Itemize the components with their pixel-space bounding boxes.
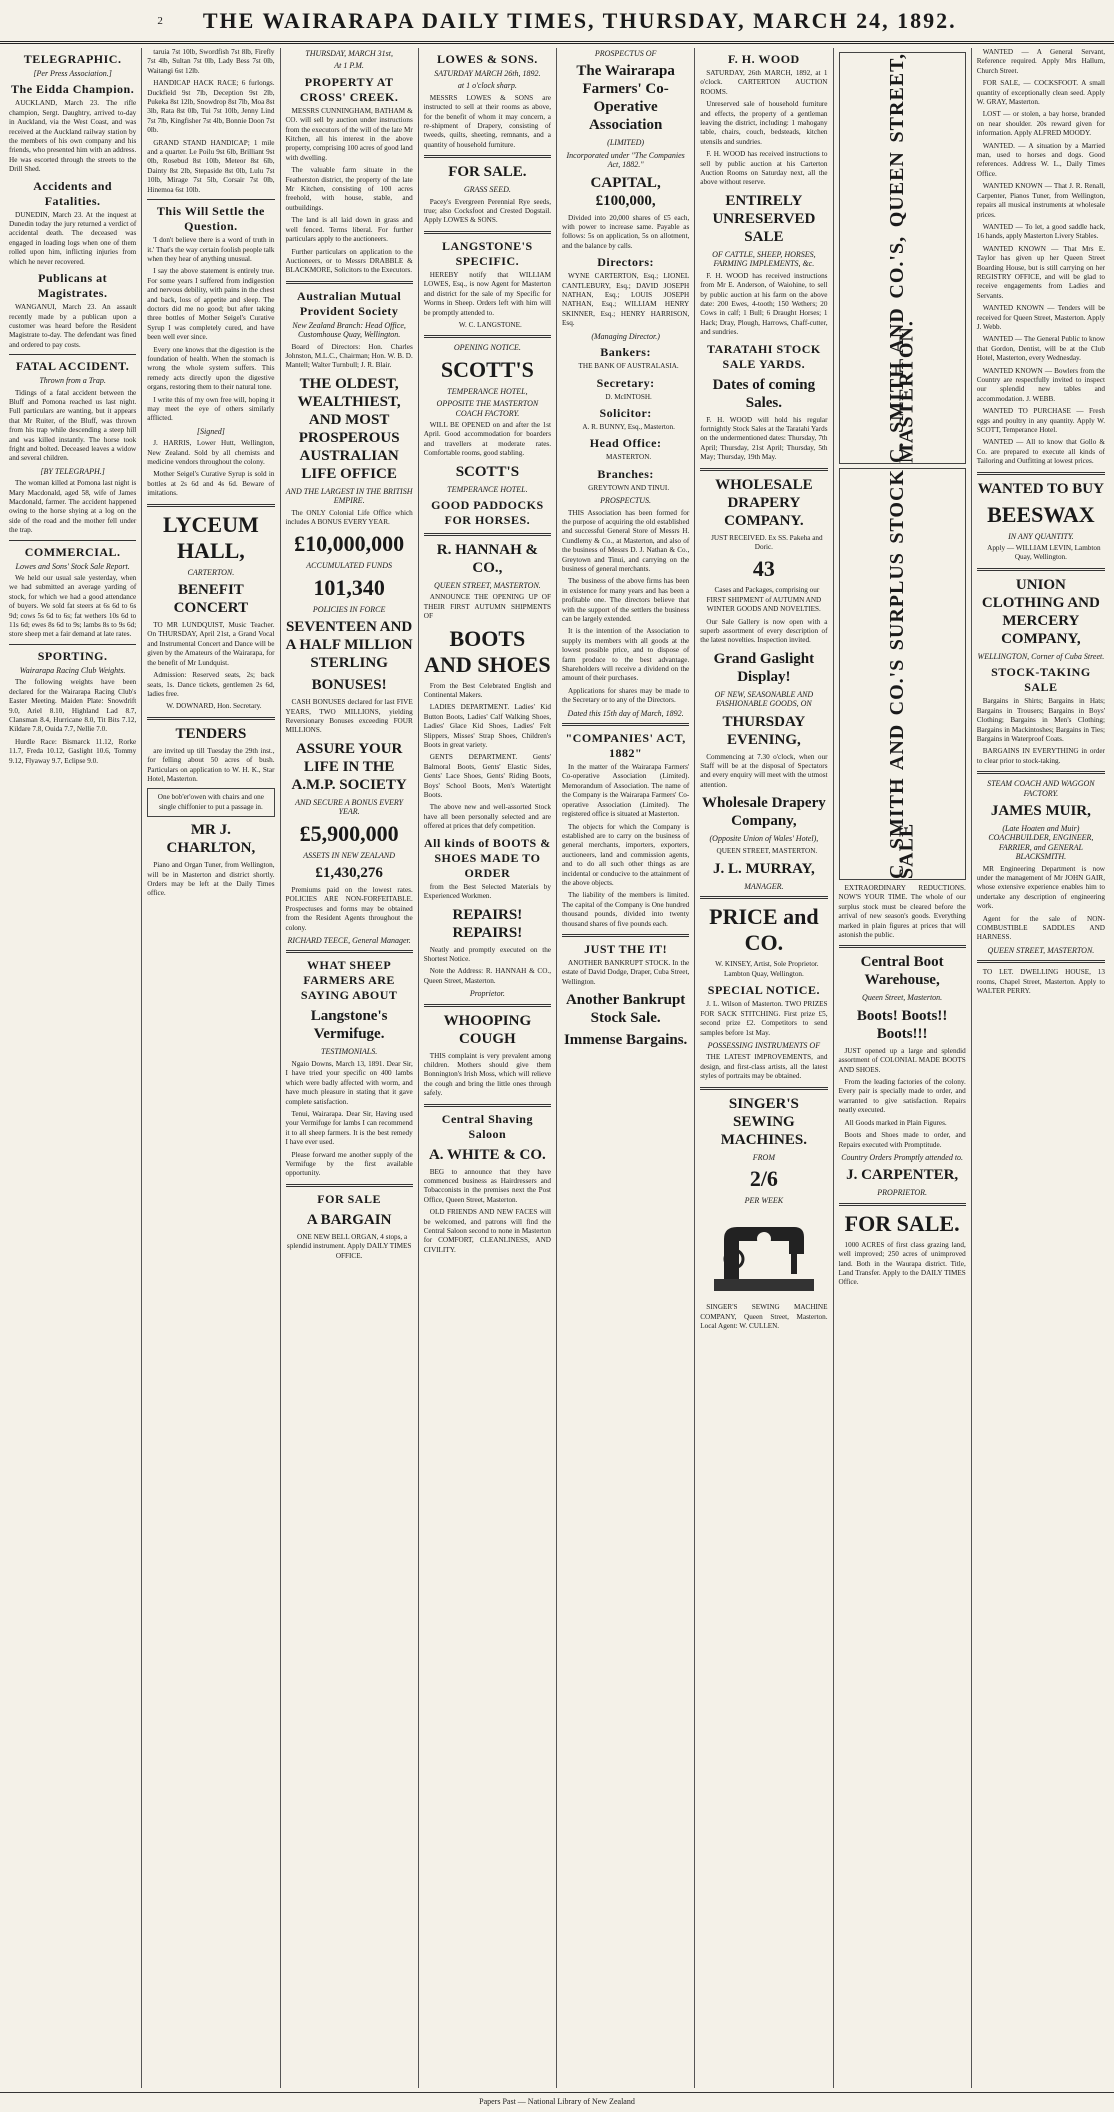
ad-paragraph: ONE NEW BELL ORGAN, 4 stops, a splendid instrument. Apply DAILY TIMES OFFICE. (286, 1232, 412, 1260)
ad-paragraph: W. C. LANGSTONE. (458, 320, 522, 329)
ad-heading: WANTED TO BUY (977, 480, 1104, 497)
classified-ad: WANTED — The General Public to know that Gordon, Dentist, will be at the Club Hotel, Masterton, every Wednesday. (976, 335, 1105, 363)
ad-heading: ENTIRELY UNRESERVED SALE (712, 192, 816, 245)
divider (700, 468, 827, 471)
article-paragraph: The woman killed at Pomona last night is Mary Macdonald, aged 58, wife of James Macdonald, farmer. The accident happened owing to the horse shying at a log on the side of the road and the mother fell under the trap. (9, 479, 137, 535)
ad-subheading: CARTERTON. (187, 567, 235, 577)
article-paragraph: AUCKLAND, March 23. The rifle champion, Sergt. Daughtry, arrived to-day in Auckland, via the West Coast, and was received at the Auckland railway station by the members of his own company and his friends, who presented him with an address. He was escorted through the streets to the Drill Shed. (9, 99, 137, 174)
article-paragraph: The following weights have been declared for the Wairarapa Racing Club's Easter Meeting. Maiden Plate: Snowdrift 9.0, Ariel 8.10, Highland Lad 8.7, Clansman 8.4, Hurricane 8.0, Tit Bits 7.12, Kildare 7.8, Ouida 7.7, Nellie 7.0. (9, 678, 137, 734)
ad-heading: THE OLDEST, WEALTHIEST, AND MOST PROSPEROUS AUSTRALIAN LIFE OFFICE (297, 375, 401, 482)
ad-subheading: OF CATTLE, SHEEP, HORSES, FARMING IMPLEMENTS, &c. (712, 249, 816, 269)
ad-paragraph: MESSRS LOWES & SONS are instructed to sell at their rooms as above, for the benefit of whom it may concern, a re-shipment of Drapery, consisting of tweeds, quilts, sheeting, remnants, and a quantity of household furniture. (423, 93, 551, 149)
ad-heading: SCOTT'S (455, 463, 520, 480)
ad-subheading: ASSETS IN NEW ZEALAND (303, 850, 396, 860)
ad-paragraph: BARGAINS IN EVERYTHING in order to clear prior to stock-taking. (976, 747, 1105, 765)
ad-heading: FOR SALE. (448, 164, 527, 181)
section-heading: FATAL ACCIDENT. (15, 359, 130, 374)
ad-paragraph: W. DOWNARD, Hon. Secretary. (166, 702, 262, 711)
section-heading: COMMERCIAL. (24, 544, 121, 559)
ad-subheading: FROM (752, 1152, 775, 1162)
section-subheading: Thrown from a Trap. (39, 376, 106, 386)
vertical-banner-text: C. SMITH AND CO.'S SURPLUS STOCK SALE (885, 469, 918, 879)
ad-paragraph: Every one knows that the digestion is the foundation of health. When the stomach is wrong the whole system suffers. This remedy acts directly upon the digestive organs, restoring them to their natural tone. (147, 345, 275, 392)
ad-paragraph: Our Sale Gallery is now open with a superb assortment of every description of the latest novelties. Inspection invited. (700, 617, 828, 645)
divider (424, 155, 551, 158)
ad-subheading: THURSDAY, MARCH 31st, (305, 49, 393, 58)
ad-paragraph: Cases and Packages, comprising our FIRST SHIPMENT of AUTUMN AND WINTER GOODS AND NOVELTIES. (706, 586, 822, 614)
ad-subheading: (LIMITED) (607, 138, 645, 148)
ad-paragraph: BEG to announce that they have commenced business as Hairdressers and Tobacconists in the premises next the Post Office, Queen Street, Masterton. (423, 1167, 551, 1204)
ad-paragraph: CASH BONUSES declared for last FIVE YEARS, TWO MILLIONS, yielding Reversionary Bonuses exceeding FOUR MILLIONS. (285, 698, 413, 735)
ad-heading: J. CARPENTER, (846, 1167, 959, 1184)
ad-heading: TARATAHI STOCK SALE YARDS. (706, 341, 821, 371)
column-2 (142, 48, 280, 2088)
ad-heading: FOR SALE (317, 1191, 381, 1206)
column-5 (557, 48, 695, 2088)
ad-paragraph: MASTERTON. (606, 453, 652, 462)
ad-heading: BOOTS AND SHOES (424, 625, 551, 677)
ad-heading: SPECIAL NOTICE. (707, 983, 820, 998)
classified-ad: WANTED KNOWN — Bowlers from the Country are respectfully invited to inspect our splendid new tables and accommodation. J. WEBB. (976, 366, 1105, 403)
ad-subheading: TEMPERANCE HOTEL. (447, 484, 528, 494)
ad-paragraph: The objects for which the Company is established are to carry on the business of general merchants, importers, exporters, auctioneers, land and commission agents, and to do all such other things as are incidental or conducive to the attainment of the above objects. (562, 822, 690, 887)
article-paragraph: GRAND STAND HANDICAP; 1 mile and a quarter. Le Poilu 9st 6lb, Brilliant 9st 0lb, Rosebud 8st 10lb, Meteor 8st 6lb, Dainty 8st 2lb, Stepaside 8st 0lb, Lulu 7st 10lb, Mirage 7st 5lb, Corsair 7st 0lb, Hinemoa 6st 10lb. (147, 138, 275, 194)
divider (9, 354, 136, 355)
ad-subheading: PROSPECTUS. (600, 496, 652, 506)
ad-heading: This Will Settle the Question. (156, 204, 265, 234)
section-subheading: Lowes and Sons' Stock Sale Report. (15, 561, 130, 571)
divider (977, 771, 1105, 774)
ad-heading: REPAIRS! REPAIRS! (452, 906, 523, 941)
ad-figure: £1,430,276 (315, 865, 383, 882)
section-subheading: [Per Press Association.] (33, 69, 112, 78)
ad-paragraph: All Goods marked in Plain Figures. (844, 1118, 947, 1127)
ad-heading: PRICE and CO. (709, 904, 819, 956)
article-paragraph: taruia 7st 10lb, Swordfish 7st 8lb, Firefly 7st 4lb, Sultan 7st 0lb, Lady Bess 7st 0lb, Waitangi 6st 12lb. (147, 48, 275, 75)
ad-heading: Solicitor: (599, 405, 652, 420)
ad-subheading: STEAM COACH AND WAGGON FACTORY. (987, 779, 1095, 798)
ad-heading: FOR SALE. (844, 1210, 960, 1236)
divider (977, 568, 1105, 571)
ad-subheading: ACCUMULATED FUNDS (306, 561, 392, 571)
ad-paragraph: from the Best Selected Materials by Experienced Workmen. (423, 882, 551, 901)
ad-paragraph: Bargains in Shirts; Bargains in Hats; Bargains in Trousers; Bargains in Boys' Clothing; Bargains in Men's Clothing; Bargains in Mackintoshes; Bargains in Ties; Bargains in Waterproof Coats. (976, 697, 1105, 743)
ad-paragraph: are invited up till Tuesday the 29th inst., for felling about 50 acres of bush. Particulars on application to W. H. K., Star Hotel, Masterton. (147, 746, 275, 783)
ad-paragraph: ANNOUNCE THE OPENING UP OF THEIR FIRST AUTUMN SHIPMENTS OF (423, 593, 551, 621)
ad-heading: LOWES & SONS. (436, 52, 538, 66)
classified-ad: WANTED — To let, a good saddle hack, 16 hands, apply Masterton Livery Stables. (976, 222, 1105, 241)
ad-paragraph: The land is all laid down in grass and well fenced. Terms liberal. For further particulars apply to the auctioneers. (285, 216, 413, 244)
ad-subheading: PROSPECTUS OF (594, 49, 657, 58)
ad-subheading: MANAGER. (744, 882, 784, 892)
ad-heading: STOCK-TAKING SALE (991, 665, 1091, 695)
ad-heading: WHOOPING COUGH (443, 1012, 532, 1047)
column-3 (281, 48, 419, 2088)
section-heading: SPORTING. (37, 648, 108, 663)
ad-paragraph: F. H. WOOD has received instructions from Mr E. Anderson, of Waiohine, to sell by public auction at his farm on the above date: 200 Ewes, 4-tooth; 150 Wethers; 20 Cows in calf; 1 Bull; 6 Draught Horses; 1 Hack; Dray, Plough, Harrows, Chaff-cutter, and sundries. (700, 271, 828, 337)
ad-heading: Australian Mutual Provident Society (297, 288, 402, 318)
ad-paragraph: Tenui, Wairarapa. Dear Sir, Having used your Vermifuge for lambs I can recommend it to all sheep farmers. It is the best remedy I have ever used. (285, 1109, 413, 1147)
ad-paragraph: MR Engineering Department is now under the management of Mr JOHN GAIR, whose extensive experience enables him to undertake any description of engineering work. (976, 864, 1105, 911)
ad-paragraph: OLD FRIENDS AND NEW FACES will be welcomed, and patrons will find the Central Saloon second to none in Masterton for COMFORT, CLEANLINESS, AND CIVILITY. (423, 1208, 551, 1254)
ad-figure: CAPITAL, £100,000, (590, 174, 661, 209)
ad-paragraph: From the Best Celebrated English and Continental Makers. (423, 681, 551, 699)
ad-figure: £5,900,000 (299, 820, 399, 846)
ad-paragraph: It is the intention of the Association to supply its members with all goods at the lowest possible price, and to dispose of farm produce to the best advantage. Shareholders will receive a dividend on the amount of their purchases. (562, 627, 690, 683)
vertical-banner (839, 468, 966, 880)
ad-heading: "COMPANIES' ACT, 1882" (565, 731, 686, 761)
ad-paragraph: TO MR LUNDQUIST, Music Teacher. On THURSDAY, April 21st, a Grand Vocal and Instrumental Concert and Dance will be given by the Amateurs of the Wairarapa, for the benefit of Mr Lundquist. (147, 621, 275, 667)
ad-subheading: Country Orders Promptly attended to. (841, 1152, 964, 1162)
ad-heading: Wholesale Drapery Company, (702, 795, 826, 830)
ad-paragraph: Board of Directors: Hon. Charles Johnston, M.L.C., Chairman; Hon. W. B. D. Mantell; Walter Turnbull; J. R. Blair. (285, 342, 413, 370)
ad-heading: Central Shaving Saloon (441, 1111, 533, 1141)
ad-heading: WHAT SHEEP FARMERS ARE SAYING ABOUT (300, 958, 398, 1003)
ad-heading: Head Office: (589, 436, 662, 451)
divider (147, 199, 274, 200)
ad-heading: SCOTT'S (440, 356, 534, 382)
divider (9, 540, 136, 541)
ad-paragraph: Boots and Shoes made to order, and Repairs executed with Promptitude. (838, 1131, 966, 1149)
divider (977, 960, 1105, 963)
ad-subheading: TESTIMONIALS. (321, 1047, 378, 1057)
ad-heading: Bankers: (600, 345, 651, 360)
ad-paragraph: THE LATEST IMPROVEMENTS, and design, and first-class artists, all the latest styles of portraits may be obtained. (700, 1053, 828, 1081)
ad-paragraph: GREYTOWN AND TINUI. (588, 483, 670, 492)
ad-paragraph: THIS Association has been formed for the purpose of acquiring the old established and successful General Store of Messrs H. Cundlemy & Co., at Masterton, and also of the business of Messrs D. J. Nathan & Co., Greytown and Tinui, and carrying on the business of general merchants. (562, 508, 690, 573)
ad-paragraph: The above new and well-assorted Stock have all been personally selected and are offered at prices that defy competition. (423, 803, 551, 831)
ad-figure: £10,000,000 (294, 531, 405, 557)
ad-paragraph: GENTS DEPARTMENT. Gents' Balmoral Boots, Gents' Elastic Sides, Gents' Lace Shoes, Gents' Riding Boots, Boys' School Boots, Men's Watertight Boots. (423, 753, 551, 800)
column-4 (419, 48, 557, 2088)
classified-ad: TO LET. DWELLING HOUSE, 13 rooms, Chapel Street, Masterton. Apply to WALTER PERRY. (976, 968, 1105, 996)
ad-paragraph: SINGER'S SEWING MACHINE COMPANY, Queen Street, Masterton. Local Agent: W. CULLEN. (700, 1303, 828, 1331)
divider (424, 533, 551, 536)
ad-subheading: OF NEW, SEASONABLE AND FASHIONABLE GOODS, ON (714, 689, 814, 709)
divider (424, 231, 551, 234)
ad-paragraph: WYNE CARTERTON, Esq.; LIONEL CANTLEBURY, Esq.; DAVID JOSEPH NATHAN, Esq.; LOUIS JOSEPH NATHAN, Esq.; WILLIAM HENRY SKINNER, Esq.; HENRY HARRISON, Esq. (562, 272, 690, 328)
column-7 (834, 48, 972, 2088)
ad-paragraph: Mother Seigel's Curative Syrup is sold in bottles at 2s 6d and 4s 6d. Beware of imitations. (147, 470, 275, 498)
ad-paragraph: JUST opened up a large and splendid assortment of COLONIAL MADE BOOTS AND SHOES. (838, 1046, 966, 1074)
classified-ad: WANTED — A General Servant, Reference required. Apply Mrs Hallum, Church Street. (976, 48, 1105, 75)
ad-subheading: PER WEEK (744, 1195, 784, 1205)
ad-subheading: Dated this 15th day of March, 1892. (567, 708, 684, 718)
divider (424, 1004, 551, 1007)
ad-subheading: at 1 o'clock sharp. (457, 81, 517, 91)
classified-ad: WANTED KNOWN — Tenders will be received for Queen Street, Masterton. Apply J. Webb. (976, 304, 1105, 331)
article-paragraph: WANGANUI, March 23. An assault recently made by a publican upon a customer was heard before the Resident Magistrate to-day. The defendant was fined and ordered to pay costs. (9, 303, 137, 349)
ad-subheading: AND THE LARGEST IN THE BRITISH EMPIRE. (285, 486, 413, 506)
article-paragraph: DUNEDIN, March 23. At the inquest at Dunedin today the jury returned a verdict of accidental death. The deceased was engaged in loading logs when one of them rolled upon him, inflicting injuries from which he never recovered. (9, 210, 137, 266)
ad-subheading: RICHARD TEECE, General Manager. (287, 936, 411, 946)
ad-subheading: IN ANY QUANTITY. (1008, 531, 1074, 541)
divider (700, 896, 827, 899)
divider (977, 472, 1105, 475)
ad-paragraph: 1000 ACRES of first class grazing land, well improved; 250 acres of unimproved land. Both in the Waurapa district. Title, Land Transfer. Apply to the DAILY TIMES Office. (838, 1240, 966, 1287)
ad-heading: Secretary: (596, 375, 655, 390)
ad-heading: PROPERTY AT CROSS' CREEK. (299, 74, 399, 104)
ad-paragraph: Premiums paid on the lowest rates. POLICIES ARE NON-FORFEITABLE. Prospectuses and forms may be obtained from the Resident Agents throughout the colony. (285, 886, 413, 932)
ad-paragraph: SATURDAY, 26th MARCH, 1892, at 1 o'clock. CARTERTON AUCTION ROOMS. (700, 69, 828, 96)
ad-paragraph: In the matter of the Wairarapa Farmers' Co-operative Association (Limited). Memorandum of Association. The name of the Company is the Wairarapa Farmers' Co-operative Association (Limited). The registered office is situated at Masterton. (562, 763, 690, 819)
ad-paragraph: Ngaio Downs, March 13, 1891. Dear Sir, I have tried your specific on 400 lambs which were badly affected with worm, and have much pleasure in stating that it gave complete satisfaction. (285, 1059, 413, 1106)
ad-subheading: SATURDAY MARCH 26th, 1892. (434, 69, 541, 78)
ad-paragraph: W. KINSEY, Artist, Sole Proprietor. Lambton Quay, Wellington. (715, 960, 819, 978)
ad-paragraph: JUST RECEIVED. Ex SS. Pakeha and Doric. (711, 533, 823, 551)
classified-ad: WANTED. — A situation by a Married man, used to horses and dogs. Good references. Address W. L., Daily Times Office. (976, 141, 1105, 178)
ad-paragraph: HEREBY notify that WILLIAM LOWES, Esq., is now Agent for Masterton and district for the sale of my Specific for Worms in Sheep. Orders left with him will be promptly attended to. (423, 270, 551, 317)
sewing-machine-icon (709, 1209, 819, 1299)
ad-subheading: POLICIES IN FORCE (312, 604, 386, 614)
divider (562, 723, 689, 726)
ad-heading: JAMES MUIR, (990, 802, 1091, 819)
ad-heading: Central Boot Warehouse, (860, 954, 944, 989)
divider (562, 934, 689, 937)
divider (839, 1203, 966, 1206)
divider (286, 950, 413, 953)
ad-heading: Another Bankrupt Stock Sale. (565, 992, 686, 1027)
article-paragraph: Tidings of a fatal accident between the Bluff and Pomona reached us last night. Full particulars are wanting, but it appears that Mr Ruiter, of the Bluff, was thrown from his trap while descending a steep hill and was killed instantly. The horse took fright and bolted. Deceased leaves a widow and several children. (9, 388, 137, 463)
newspaper-title: THE WAIRARAPA DAILY TIMES, THURSDAY, MARCH 24, 1892. (202, 7, 957, 33)
ad-box: One bob'er'owen with chairs and one single chiffonier to put a passage in. (147, 788, 274, 817)
ad-subheading: QUEEN STREET, MASTERTON. (987, 945, 1095, 955)
divider (286, 281, 413, 284)
section-heading: TELEGRAPHIC. (23, 52, 122, 66)
columns (4, 48, 1110, 2088)
ad-heading: F. H. WOOD (728, 52, 800, 66)
ad-paragraph: Admission: Reserved seats, 2s; back seats, 1s. Dance tickets, gentlemen 2s 6d, ladies free. (147, 671, 275, 698)
ad-heading: R. HANNAH & CO., (436, 541, 538, 576)
ad-subheading: TEMPERANCE HOTEL, (447, 386, 528, 396)
ad-subheading: (Late Hoaten and Muir) COACHBUILDER, ENGINEER, FARRIER, and GENERAL BLACKSMITH. (988, 823, 1094, 862)
ad-figure: 43 (752, 556, 775, 582)
ad-paragraph: The valuable farm situate in the Featherston district, the property of the late Mr Kitchen, consisting of 100 acres freehold, with house, stable, and outbuildings. (285, 166, 413, 212)
ad-heading: UNION CLOTHING AND MERCERY COMPANY, (981, 576, 1100, 647)
page-footer: Papers Past — National Library of New Zealand (0, 2092, 1114, 2112)
ad-subheading: Queen Street, Masterton. (862, 993, 943, 1003)
ad-paragraph: J. L. Wilson of Masterton. TWO PRIZES FOR SACK STITCHING. First prize £5, second prize £2. Competitors to send samples before 1st May. (700, 1000, 828, 1037)
ad-heading: JUST THE IT! (584, 941, 668, 956)
ad-heading: SEVENTEEN AND A HALF MILLION STERLING (285, 619, 413, 672)
ad-heading: MR J. CHARLTON, (166, 822, 256, 857)
ad-heading: All kinds of BOOTS & SHOES MADE TO ORDER (424, 835, 551, 880)
ad-paragraph: F. H. WOOD has received instructions to sell by public auction at his Carterton Auction Rooms on Saturday next, all the above without reserve. (700, 150, 828, 187)
ad-paragraph: Further particulars on application to the Auctioneers, or to Messrs DRABBLE & BLACKMORE, Solicitors to the Executors. (285, 247, 413, 275)
vertical-banner-text: C. SMITH AND CO.'S, QUEEN STREET, MASTERTON. (885, 53, 918, 463)
ad-subheading: OPPOSITE THE MASTERTON COACH FACTORY. (436, 399, 539, 418)
section-subheading: [BY TELEGRAPH.] (40, 466, 105, 476)
classified-ad: LOST — or stolen, a bay horse, branded on near shoulder. 20s reward given for information. Apply ALFRED MOODY. (976, 110, 1105, 138)
ad-subheading: Proprietor. (469, 989, 505, 999)
article-heading: Publicans at Magistrates. (37, 271, 108, 301)
ad-heading: Immense Bargains. (563, 1032, 688, 1049)
ad-subheading: POSSESSING INSTRUMENTS OF (707, 1040, 821, 1050)
ad-subheading: At 1 P.M. (334, 61, 364, 71)
ad-paragraph: Note the Address: R. HANNAH & CO., Queen Street, Masterton. (423, 967, 551, 985)
ad-paragraph: Please forward me another supply of the Vermifuge by the first available opportunity. (285, 1150, 413, 1178)
column-1 (4, 48, 142, 2088)
ad-subheading: PROPRIETOR. (877, 1188, 928, 1198)
ad-subheading: (Opposite Union of Wales' Hotel), (709, 834, 819, 844)
ad-heading: TENDERS (175, 725, 247, 742)
ad-paragraph: The ONLY Colonial Life Office which includes A BONUS EVERY YEAR. (285, 508, 413, 526)
ad-heading: Boots! Boots!! Boots!!! (856, 1007, 948, 1042)
ad-paragraph: Agent for the sale of NON-COMBUSTIBLE SADDLES AND HARNESS. (976, 914, 1105, 942)
ad-heading: LANGSTONE'S SPECIFIC. (442, 238, 533, 268)
article-heading: Accidents and Fatalities. (33, 178, 113, 208)
ad-paragraph: Applications for shares may be made to the Secretary or to any of the Directors. (562, 686, 690, 705)
ad-subheading: (Managing Director.) (591, 331, 660, 341)
ad-paragraph: WILL BE OPENED on and after the 1st April. Good accommodation for boarders and travellers at moderate rates. Comfortable rooms, good stabling. (423, 420, 551, 458)
section-subheading: Wairarapa Racing Club Weights. (19, 665, 126, 675)
divider (147, 504, 274, 507)
ad-paragraph: A. R. BUNNY, Esq., Masterton. (582, 422, 675, 431)
ad-paragraph: Piano and Organ Tuner, from Wellington, will be in Masterton and district shortly. Orders may be left at the Daily Times office. (147, 861, 275, 898)
ad-figure: 2/6 (749, 1165, 778, 1191)
ad-heading: A. WHITE & CO. (428, 1146, 546, 1163)
ad-subheading: OPENING NOTICE. (453, 343, 521, 353)
ad-paragraph: THIS complaint is very prevalent among children. Mothers should give them Bonnington's Irish Moss, which will relieve the cough and bring the little ones through safely. (423, 1051, 551, 1098)
ad-subheading: Incorporated under "The Companies Act, 1882." (566, 150, 685, 170)
article-paragraph: Hurdle Race: Bismarck 11.12, Rorke 11.7, Freda 10.12, Gaslight 10.6, Tommy 9.12, Flyaway 9.7, Eclipse 9.0. (9, 737, 137, 765)
ad-heading: WHOLESALE DRAPERY COMPANY. (715, 476, 813, 529)
ad-subheading: GRASS SEED. (463, 185, 511, 195)
classified-ad: FOR SALE, — COCKSFOOT. A small quantity of exceptionally clean seed. Apply W. GRAY, Masterton. (976, 79, 1105, 107)
page-number: 2 (157, 14, 163, 27)
article-heading: The Eidda Champion. (11, 82, 135, 97)
ad-subheading: New Zealand Branch: Head Office, Customhouse Quay, Wellington. (292, 320, 406, 340)
ad-heading: LYCEUM HALL, (162, 511, 259, 563)
classified-ad: WANTED KNOWN — That Mrs E. Taylor has given up her Queen Street Boarding House, but is still carrying on her REGISTRY OFFICE, and will be glad to receive engagements from Ladies and Servants. (976, 244, 1105, 300)
ad-paragraph: J. HARRIS, Lower Hutt, Wellington, New Zealand. Sold by all chemists and medicine vendors throughout the colony. (147, 439, 275, 467)
ad-heading: GOOD PADDOCKS FOR HORSES. (431, 497, 544, 527)
ad-paragraph: F. H. WOOD will hold his regular fortnightly Stock Sales at the Taratahi Yards on the undermentioned dates: Thursday, 7th April; Thursday, 21st April; Thursday, 5th May; Thursday, 19th May. (700, 415, 828, 462)
divider (147, 717, 274, 720)
ad-subheading: AND SECURE A BONUS EVERY YEAR. (295, 797, 404, 817)
ad-paragraph: Pacey's Evergreen Perennial Rye seeds, true; also Cocksfoot and Crested Dogstail. Apply LOWES & SONS. (423, 197, 551, 225)
ad-heading: Branches: (597, 466, 654, 481)
ad-heading: SINGER'S SEWING MACHINES. (720, 1095, 807, 1148)
ad-signature-label: [Signed] (196, 426, 225, 436)
divider (286, 1184, 413, 1187)
classified-ad: WANTED TO PURCHASE — Fresh eggs and poultry in any quantity. Apply W. SCOTT, Temperance Hotel. (976, 407, 1105, 435)
ad-heading: BEESWAX (987, 501, 1095, 527)
ad-paragraph: MESSRS CUNNINGHAM, BATHAM & CO. will sell by auction under instructions from the executors of the will of the late Mr Kitchen, all his interest in the above property, comprising 100 acres of good land with dwelling. (285, 106, 413, 162)
divider (424, 1104, 551, 1107)
ad-paragraph: Neatly and promptly executed on the Shortest Notice. (423, 945, 551, 963)
ad-paragraph: 'I don't believe there is a word of truth in it.' That's the way certain foolish people talk when they hear of anything unusual. (147, 236, 275, 263)
ad-paragraph: The business of the above firms has been in existence for many years and has been a profitable one. The directors believe that with the support of the settlers the business can be largely extended. (562, 577, 690, 623)
ad-paragraph: The liability of the members is limited. The capital of the Company is One hundred thousand pounds, divided into twenty thousand shares of five pounds each. (562, 891, 690, 928)
ad-heading: BONUSES! (311, 677, 387, 694)
ad-heading: Grand Gaslight Display! (713, 650, 815, 685)
ad-paragraph: LADIES DEPARTMENT. Ladies' Kid Button Boots, Ladies' Calf Walking Shoes, Ladies' Glace Kid Shoes, Ladies' Felt Slippers, Misses' Strap Shoes, Children's Boots in great variety. (423, 703, 551, 750)
divider (424, 335, 551, 338)
ad-paragraph: I write this of my own free will, hoping it may meet the eye of others similarly afflicted. (147, 395, 275, 423)
ad-figure: 101,340 (313, 574, 385, 600)
ad-paragraph: D. McINTOSH. (605, 392, 652, 401)
ad-heading: The Wairarapa Farmers' Co-Operative Association (576, 63, 675, 134)
ad-paragraph: Unreserved sale of household furniture and effects, the property of a gentleman leaving the district, including: 1 mahogany table, chairs, couch, bedsteads, kitchen utensils and sundries. (700, 100, 828, 146)
ad-paragraph: QUEEN STREET, MASTERTON. (716, 846, 818, 855)
column-8 (972, 48, 1110, 2088)
ad-heading: Langstone's Vermifuge. (310, 1008, 388, 1043)
ad-paragraph: Divided into 20,000 shares of £5 each, with power to increase same. Payable as follows: 5s on application, 5s on allotment, and the balance by calls. (562, 213, 690, 250)
vertical-banner (839, 52, 966, 464)
article-paragraph: HANDICAP HACK RACE; 6 furlongs. Duckfield 9st 7lb, Deception 9st 2lb, Pukeka 8st 12lb, Snowdrop 8st 7lb, Moa 8st 3lb, Rata 8st 0lb, Tui 7st 10lb, Jenny Lind 7st 7lb, Kingfisher 7st 4lb, Bonnie Doon 7st 0lb. (147, 79, 275, 135)
ad-paragraph: THE BANK OF AUSTRALASIA. (578, 362, 679, 371)
classified-ad: WANTED — All to know that Gollo & Co. are prepared to execute all kinds of Tailoring and Outfitting at lowest prices. (976, 438, 1105, 466)
ad-heading: Directors: (597, 255, 654, 270)
ad-heading: Dates of coming Sales. (712, 376, 816, 411)
divider (9, 644, 136, 645)
ad-paragraph: I say the above statement is entirely true. For some years I suffered from indigestion and nervous debility, with pains in the chest and back, loss of appetite and sleep. The doctors did me no good; but after taking three bottles of Mother Seigel's Curative Syrup I was completely cured, and have been well ever since. (147, 267, 275, 342)
ad-subheading: QUEEN STREET, MASTERTON. (433, 580, 541, 590)
ad-paragraph: ANOTHER BANKRUPT STOCK. In the estate of David Dodge, Draper, Cuba Street, Wellington. (562, 958, 690, 986)
classified-ad: WANTED KNOWN — That J. R. Renall, Carpenter, Pianos Tuner, from Wellington, repairs all musical instruments at wholesale prices. (976, 182, 1105, 219)
ad-paragraph: EXTRAORDINARY REDUCTIONS. NOW'S YOUR TIME. The whole of our surplus stock must be cleared before the arrival of new season's goods. Everything marked in plain figures at prices that will astonish the public. (838, 884, 966, 940)
article-paragraph: We held our usual sale yesterday, when we had submitted an average yarding of stock, for which we had a good attendance of buyers. We sold fat steers at 6s 6d to 6s 9d; cows 5s 6d to 6s; fat wethers 10s 6d to 11s 6d; ewes 8s 6d to 9s; lambs 8s to 9s 6d; store sheep met a fair demand at late rates. (9, 574, 137, 639)
ad-heading: A BARGAIN (306, 1211, 392, 1228)
ad-heading: BENEFIT CONCERT (173, 582, 249, 617)
ad-paragraph: Commencing at 7.30 o'clock, when our Staff will be at the disposal of Spectators and every enquiry will meet with the utmost attention. (700, 752, 828, 789)
ad-heading: THURSDAY EVENING, (722, 713, 806, 748)
divider (839, 945, 966, 948)
ad-subheading: WELLINGTON, Corner of Cuba Street. (977, 651, 1105, 661)
column-6 (695, 48, 833, 2088)
masthead (0, 0, 1114, 44)
ad-heading: J. L. MURRAY, (712, 861, 815, 878)
divider (700, 1087, 827, 1090)
ad-paragraph: From the leading factories of the colony. Every pair is specially made to order, and warranted to give satisfaction. Repairs neatly executed. (838, 1078, 966, 1115)
ad-paragraph: Apply — WILLIAM LEVIN, Lambton Quay, Wellington. (987, 544, 1101, 562)
ad-heading: ASSURE YOUR LIFE IN THE A.M.P. SOCIETY (291, 740, 407, 793)
